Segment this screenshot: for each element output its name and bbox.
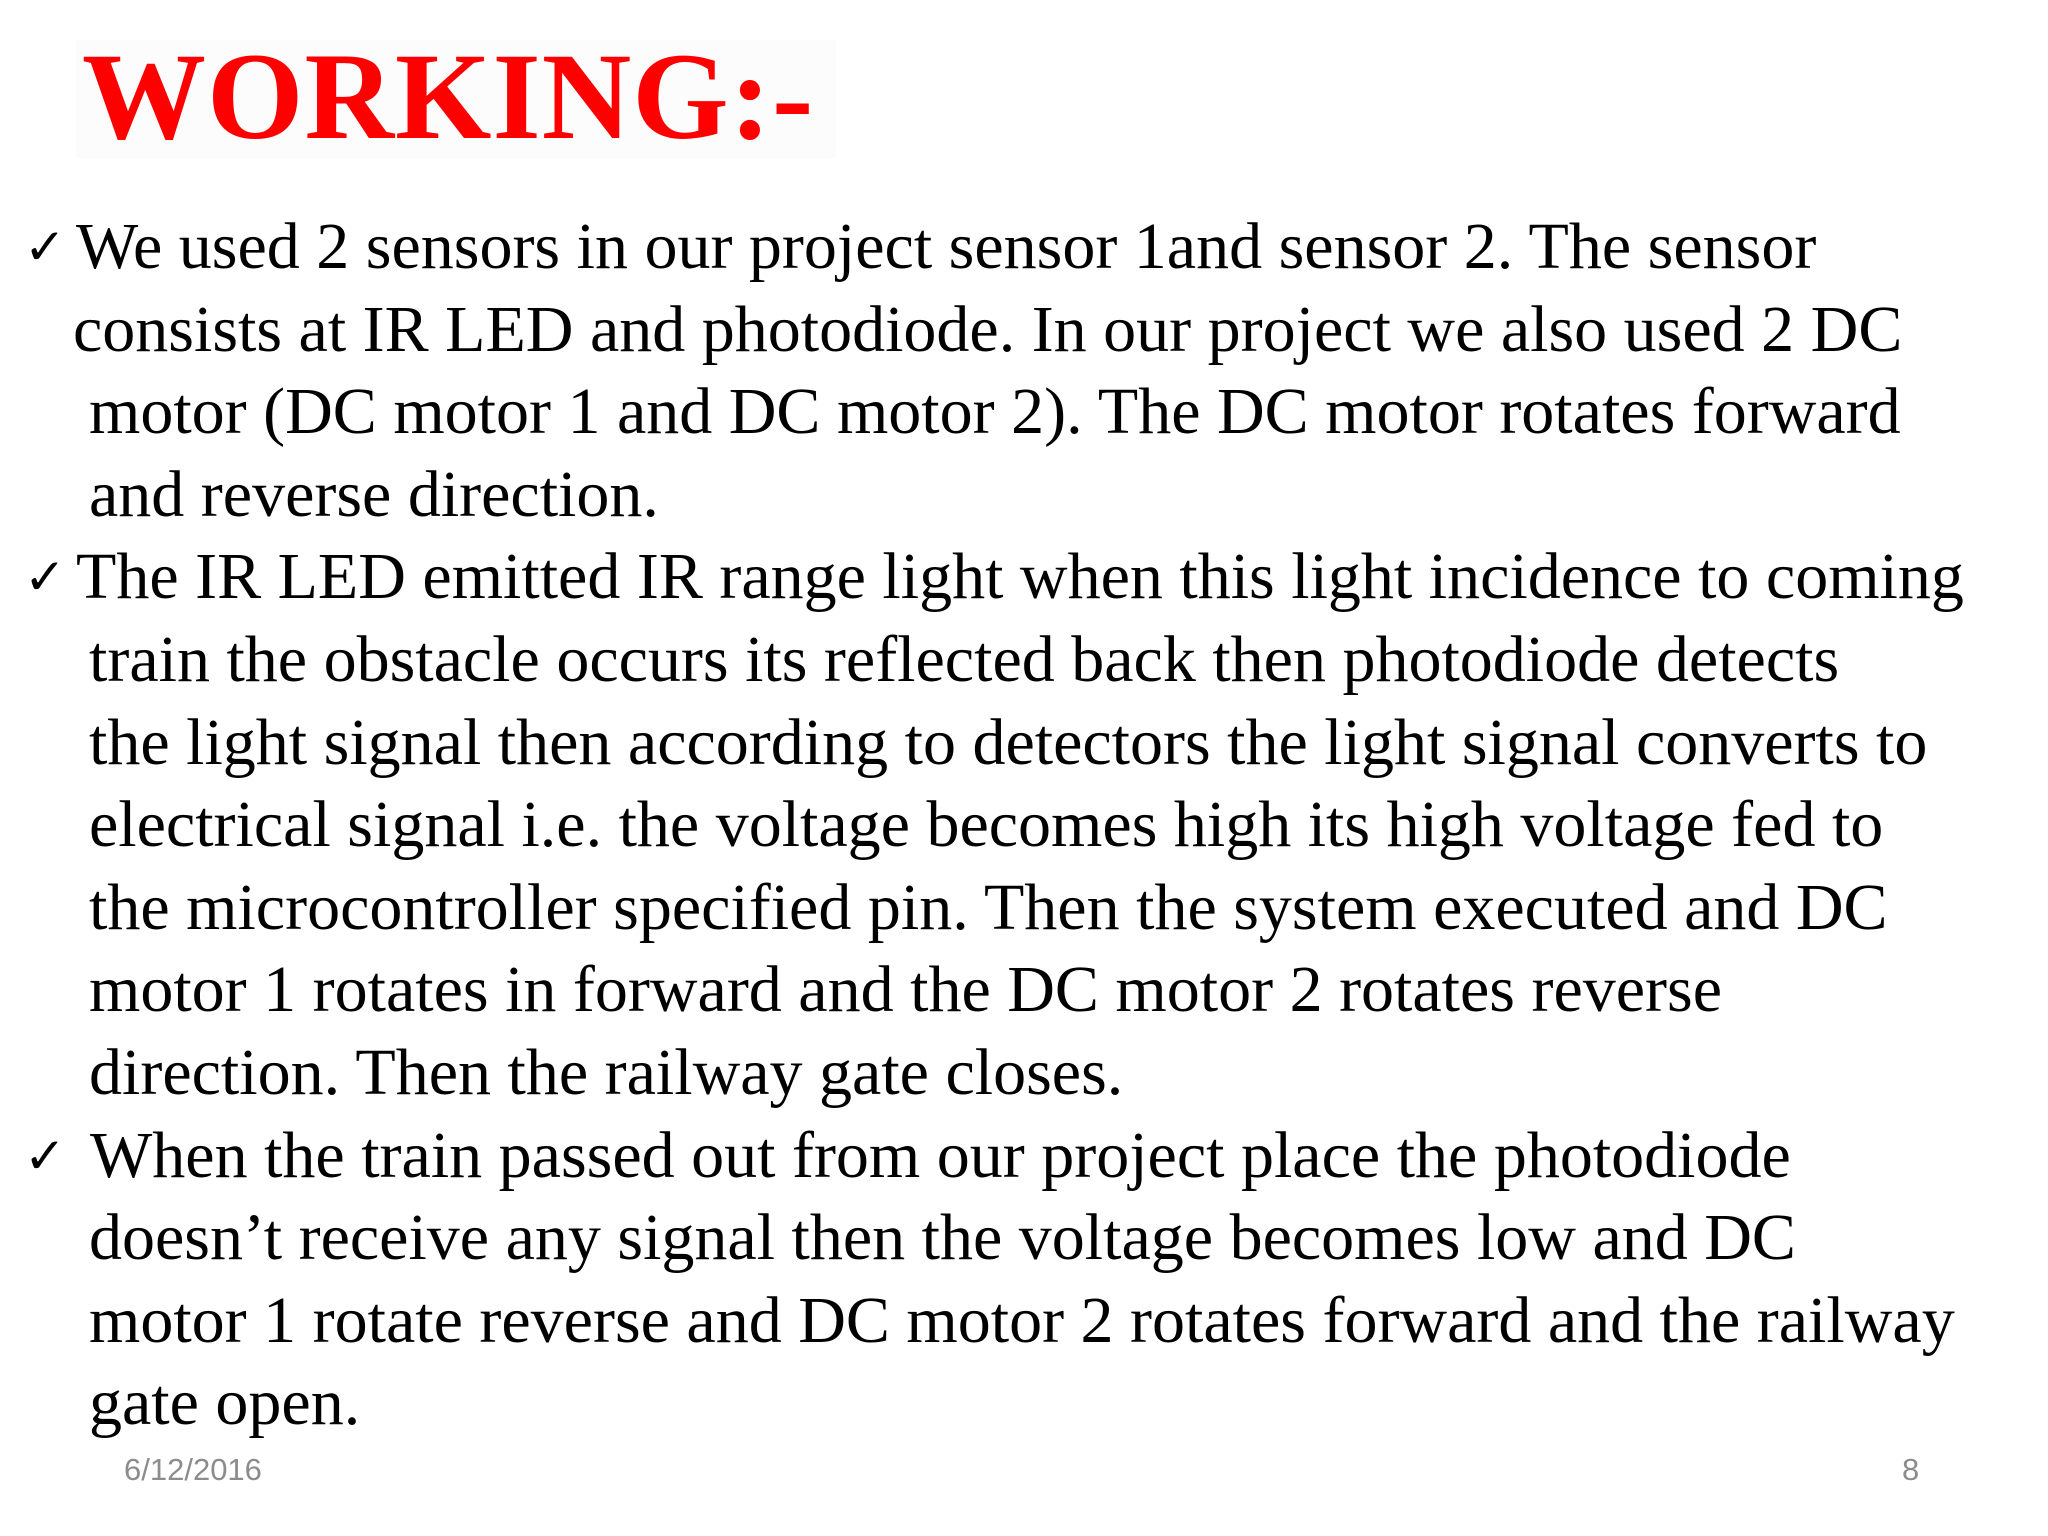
bullet-line: the light signal then according to detectors the light signal converts to xyxy=(89,705,1928,779)
bullet-line: motor 1 rotates in forward and the DC motor 2 rotates reverse xyxy=(89,953,1723,1027)
footer-date: 6/12/2016 xyxy=(124,1452,262,1487)
checkmark-icon: ✓ xyxy=(24,1126,66,1185)
bullet-line: direction. Then the railway gate closes. xyxy=(89,1035,1124,1109)
bullet-line: ✓ When the train passed out from our project place the photodiode xyxy=(24,1115,2034,1198)
slide-title: WORKING:- xyxy=(82,28,815,165)
bullet-line: consists at IR LED and photodiode. In our project we also used 2 DC xyxy=(73,292,1903,366)
bullet-line: doesn’t receive any signal then the voltage becomes low and DC xyxy=(89,1201,1796,1275)
bullet-line: and reverse direction. xyxy=(89,457,659,531)
bullet-item xyxy=(24,536,2034,1114)
bullet-line: the microcontroller specified pin. Then the system executed and DC xyxy=(89,870,1888,944)
bullet-line: ✓ The IR LED emitted IR range light when this light incidence to coming xyxy=(24,536,2034,619)
bullet-item xyxy=(24,206,2034,536)
checkmark-icon: ✓ xyxy=(24,548,66,607)
bullet-line: motor 1 rotate reverse and DC motor 2 rotates forward and the railway xyxy=(89,1283,1955,1357)
bullet-line: electrical signal i.e. the voltage becomes high its high voltage fed to xyxy=(89,788,1884,862)
checkmark-icon: ✓ xyxy=(24,218,66,276)
page-number: 8 xyxy=(1902,1452,1920,1487)
bullet-list xyxy=(24,206,2034,1445)
bullet-line: gate open. xyxy=(89,1366,361,1440)
bullet-line: motor (DC motor 1 and DC motor 2). The DC motor rotates forward xyxy=(89,375,1901,449)
bullet-line: train the obstacle occurs its reflected back then photodiode detects xyxy=(89,622,1840,696)
bullet-line: ✓ We used 2 sensors in our project sensor 1and sensor 2. The sensor xyxy=(24,206,2034,289)
bullet-item xyxy=(24,1115,2034,1445)
